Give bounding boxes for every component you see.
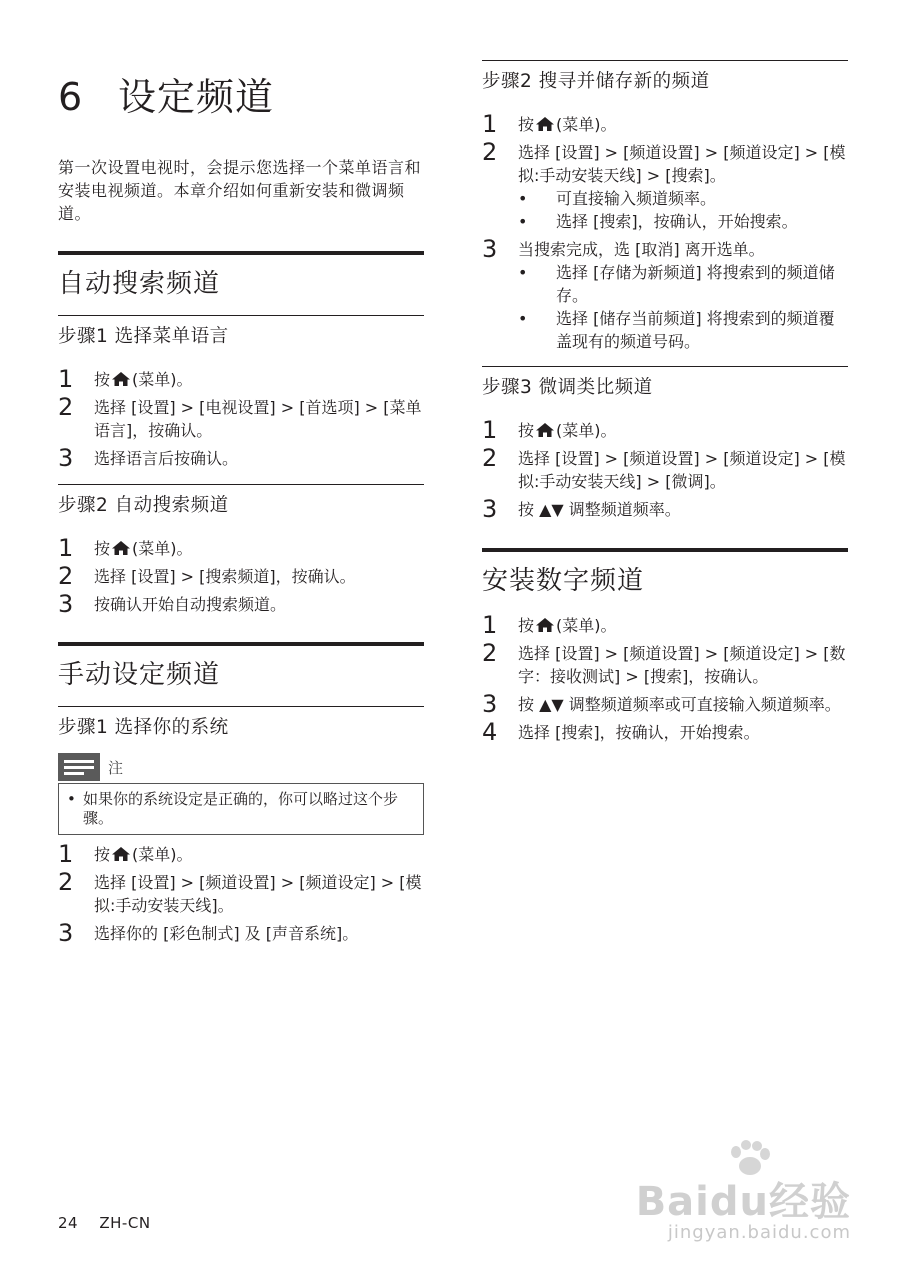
- home-icon: [536, 114, 554, 128]
- step-title-manual-1: 步骤1 选择你的系统: [58, 706, 424, 747]
- step-number: 1: [58, 365, 74, 393]
- language-code: ZH-CN: [99, 1214, 151, 1232]
- chapter-number: 6: [58, 75, 83, 119]
- step-item: [482, 690, 848, 718]
- step-text-content: 按 ▲▼ 调整频道频率。: [518, 500, 681, 519]
- bullet-icon: •: [518, 309, 528, 328]
- step-number: 3: [482, 495, 498, 523]
- step-text-content: 选择 [搜索]，按确认，开始搜索。: [518, 723, 760, 742]
- bullet-item: [518, 261, 848, 307]
- step-text: [518, 141, 848, 233]
- bullet-text: 选择 [存储为新频道] 将搜索到的频道储存。: [556, 263, 835, 305]
- step-number: 3: [58, 919, 74, 947]
- step-list: [58, 365, 424, 472]
- step-item: [58, 365, 424, 393]
- section-title-manual: 手动设定频道: [58, 642, 424, 696]
- step-text-post: (菜单)。: [132, 845, 193, 864]
- step-number: 1: [58, 534, 74, 562]
- step-text: [94, 368, 424, 391]
- step-item: [482, 416, 848, 444]
- section-title-auto: 自动搜索频道: [58, 251, 424, 305]
- step-title-manual-3: 步骤3 微调类比频道: [482, 366, 848, 407]
- home-icon: [112, 844, 130, 858]
- step-number: 2: [482, 639, 498, 667]
- step-number: 3: [58, 590, 74, 618]
- intro-paragraph: 第一次设置电视时，会提示您选择一个菜单语言和安装电视频道。本章介绍如何重新安装和微调频道。: [58, 158, 422, 223]
- bullet-icon: •: [518, 263, 528, 282]
- step-list: [482, 416, 848, 523]
- step-item: [58, 919, 424, 947]
- step-item: [482, 235, 848, 353]
- step-item: [58, 562, 424, 590]
- left-column: [58, 60, 424, 950]
- step-text: [94, 565, 424, 588]
- step-text: [518, 693, 848, 716]
- step-text-post: (菜单)。: [132, 539, 193, 558]
- step-number: 1: [58, 840, 74, 868]
- step-text: [94, 871, 424, 917]
- step-item: [58, 868, 424, 917]
- watermark-logo: Baidu经验: [635, 1179, 851, 1225]
- right-column: [482, 60, 848, 749]
- bullet-text: 选择 [储存当前频道] 将搜索到的频道覆盖现有的频道号码。: [556, 309, 835, 351]
- step-number: 2: [482, 444, 498, 472]
- step-item: [482, 495, 848, 523]
- step-list: [482, 110, 848, 353]
- step-number: 2: [482, 138, 498, 166]
- page-number: 24: [58, 1214, 79, 1232]
- step-text: [94, 447, 424, 470]
- step-text: [94, 593, 424, 616]
- home-icon: [112, 369, 130, 383]
- step-item: [482, 639, 848, 688]
- step-number: 1: [482, 611, 498, 639]
- step-number: 3: [482, 690, 498, 718]
- bullet-item: [518, 307, 848, 353]
- step-item: [482, 718, 848, 746]
- step-text-pre: 按: [518, 115, 535, 134]
- bullet-text: 选择 [搜索]，按确认，开始搜索。: [556, 212, 798, 231]
- step-number: 4: [482, 718, 498, 746]
- step-item: [58, 393, 424, 442]
- step-text: [518, 419, 848, 442]
- step-list: [482, 611, 848, 746]
- step-text: [518, 642, 848, 688]
- chapter-heading: [58, 66, 424, 122]
- step-item: [482, 138, 848, 233]
- bullet-text: 可直接输入频道频率。: [556, 189, 717, 208]
- step-text-post: (菜单)。: [556, 421, 617, 440]
- step-item: [58, 534, 424, 562]
- step-list: [58, 840, 424, 947]
- step-text-post: (菜单)。: [132, 370, 193, 389]
- step-number: 2: [58, 562, 74, 590]
- page-footer: [58, 1214, 151, 1232]
- step-number: 1: [482, 416, 498, 444]
- step-text: [518, 447, 848, 493]
- step-item: [482, 110, 848, 138]
- step-number: 3: [482, 235, 498, 263]
- step-text: [94, 843, 424, 866]
- step-text: [518, 238, 848, 353]
- step-title-auto-1: 步骤1 选择菜单语言: [58, 315, 424, 356]
- step-number: 1: [482, 110, 498, 138]
- home-icon: [112, 538, 130, 552]
- step-item: [482, 444, 848, 493]
- step-text-content: 选择 [设置] > [频道设置] > [频道设定] > [模拟:手动安装天线] > [搜索]。: [518, 143, 846, 185]
- step-text-pre: 按: [518, 421, 535, 440]
- step-text-content: 选择 [设置] > [频道设置] > [频道设定] > [数字：接收测试] > [搜索]，按确认。: [518, 644, 846, 686]
- bullet-icon: •: [518, 189, 528, 208]
- note-text: 如果你的系统设定是正确的，你可以略过这个步骤。: [83, 790, 399, 827]
- step-text: [518, 721, 848, 744]
- bullet-icon: •: [518, 212, 528, 231]
- home-icon: [536, 615, 554, 629]
- step-title-manual-2: 步骤2 搜寻并储存新的频道: [482, 60, 848, 101]
- step-text-content: 选择 [设置] > [搜索频道]，按确认。: [94, 567, 356, 586]
- step-text-content: 按确认开始自动搜索频道。: [94, 595, 287, 614]
- note-icon: [58, 753, 100, 781]
- watermark: [631, 1140, 851, 1250]
- step-item: [58, 840, 424, 868]
- step-text: [94, 922, 424, 945]
- step-text-post: (菜单)。: [556, 616, 617, 635]
- chapter-title: 设定频道: [118, 75, 275, 119]
- bullet-icon: •: [67, 790, 76, 808]
- step-text-content: 选择 [设置] > [电视设置] > [首选项] > [菜单语言]，按确认。: [94, 398, 422, 440]
- bullet-item: [518, 210, 848, 233]
- note-label: 注: [108, 758, 124, 777]
- step-number: 2: [58, 868, 74, 896]
- step-text: [94, 537, 424, 560]
- step-text-content: 选择语言后按确认。: [94, 449, 239, 468]
- step-text-pre: 按: [94, 370, 111, 389]
- step-number: 2: [58, 393, 74, 421]
- home-icon: [536, 420, 554, 434]
- step-text-content: 当搜索完成，选 [取消] 离开选单。: [518, 240, 765, 259]
- watermark-url: jingyan.baidu.com: [667, 1222, 851, 1243]
- step-text-pre: 按: [518, 616, 535, 635]
- step-text-content: 选择你的 [彩色制式] 及 [声音系统]。: [94, 924, 359, 943]
- bullet-item: [518, 187, 848, 210]
- step-text: [518, 113, 848, 136]
- step-text-post: (菜单)。: [556, 115, 617, 134]
- step-list: [58, 534, 424, 618]
- step-number: 3: [58, 444, 74, 472]
- step-text: [94, 396, 424, 442]
- step-title-auto-2: 步骤2 自动搜索频道: [58, 484, 424, 525]
- note-box: [58, 783, 424, 835]
- step-item: [482, 611, 848, 639]
- step-text: [518, 614, 848, 637]
- step-text: [518, 498, 848, 521]
- step-item: [58, 444, 424, 472]
- step-text-pre: 按: [94, 845, 111, 864]
- step-text-content: 选择 [设置] > [频道设置] > [频道设定] > [模拟:手动安装天线]。: [94, 873, 422, 915]
- section-title-digital: 安装数字频道: [482, 548, 848, 602]
- note-block: [58, 751, 424, 835]
- step-text-content: 选择 [设置] > [频道设置] > [频道设定] > [模拟:手动安装天线] > [微调]。: [518, 449, 846, 491]
- step-text-content: 按 ▲▼ 调整频道频率或可直接输入频道频率。: [518, 695, 841, 714]
- step-text-pre: 按: [94, 539, 111, 558]
- step-item: [58, 590, 424, 618]
